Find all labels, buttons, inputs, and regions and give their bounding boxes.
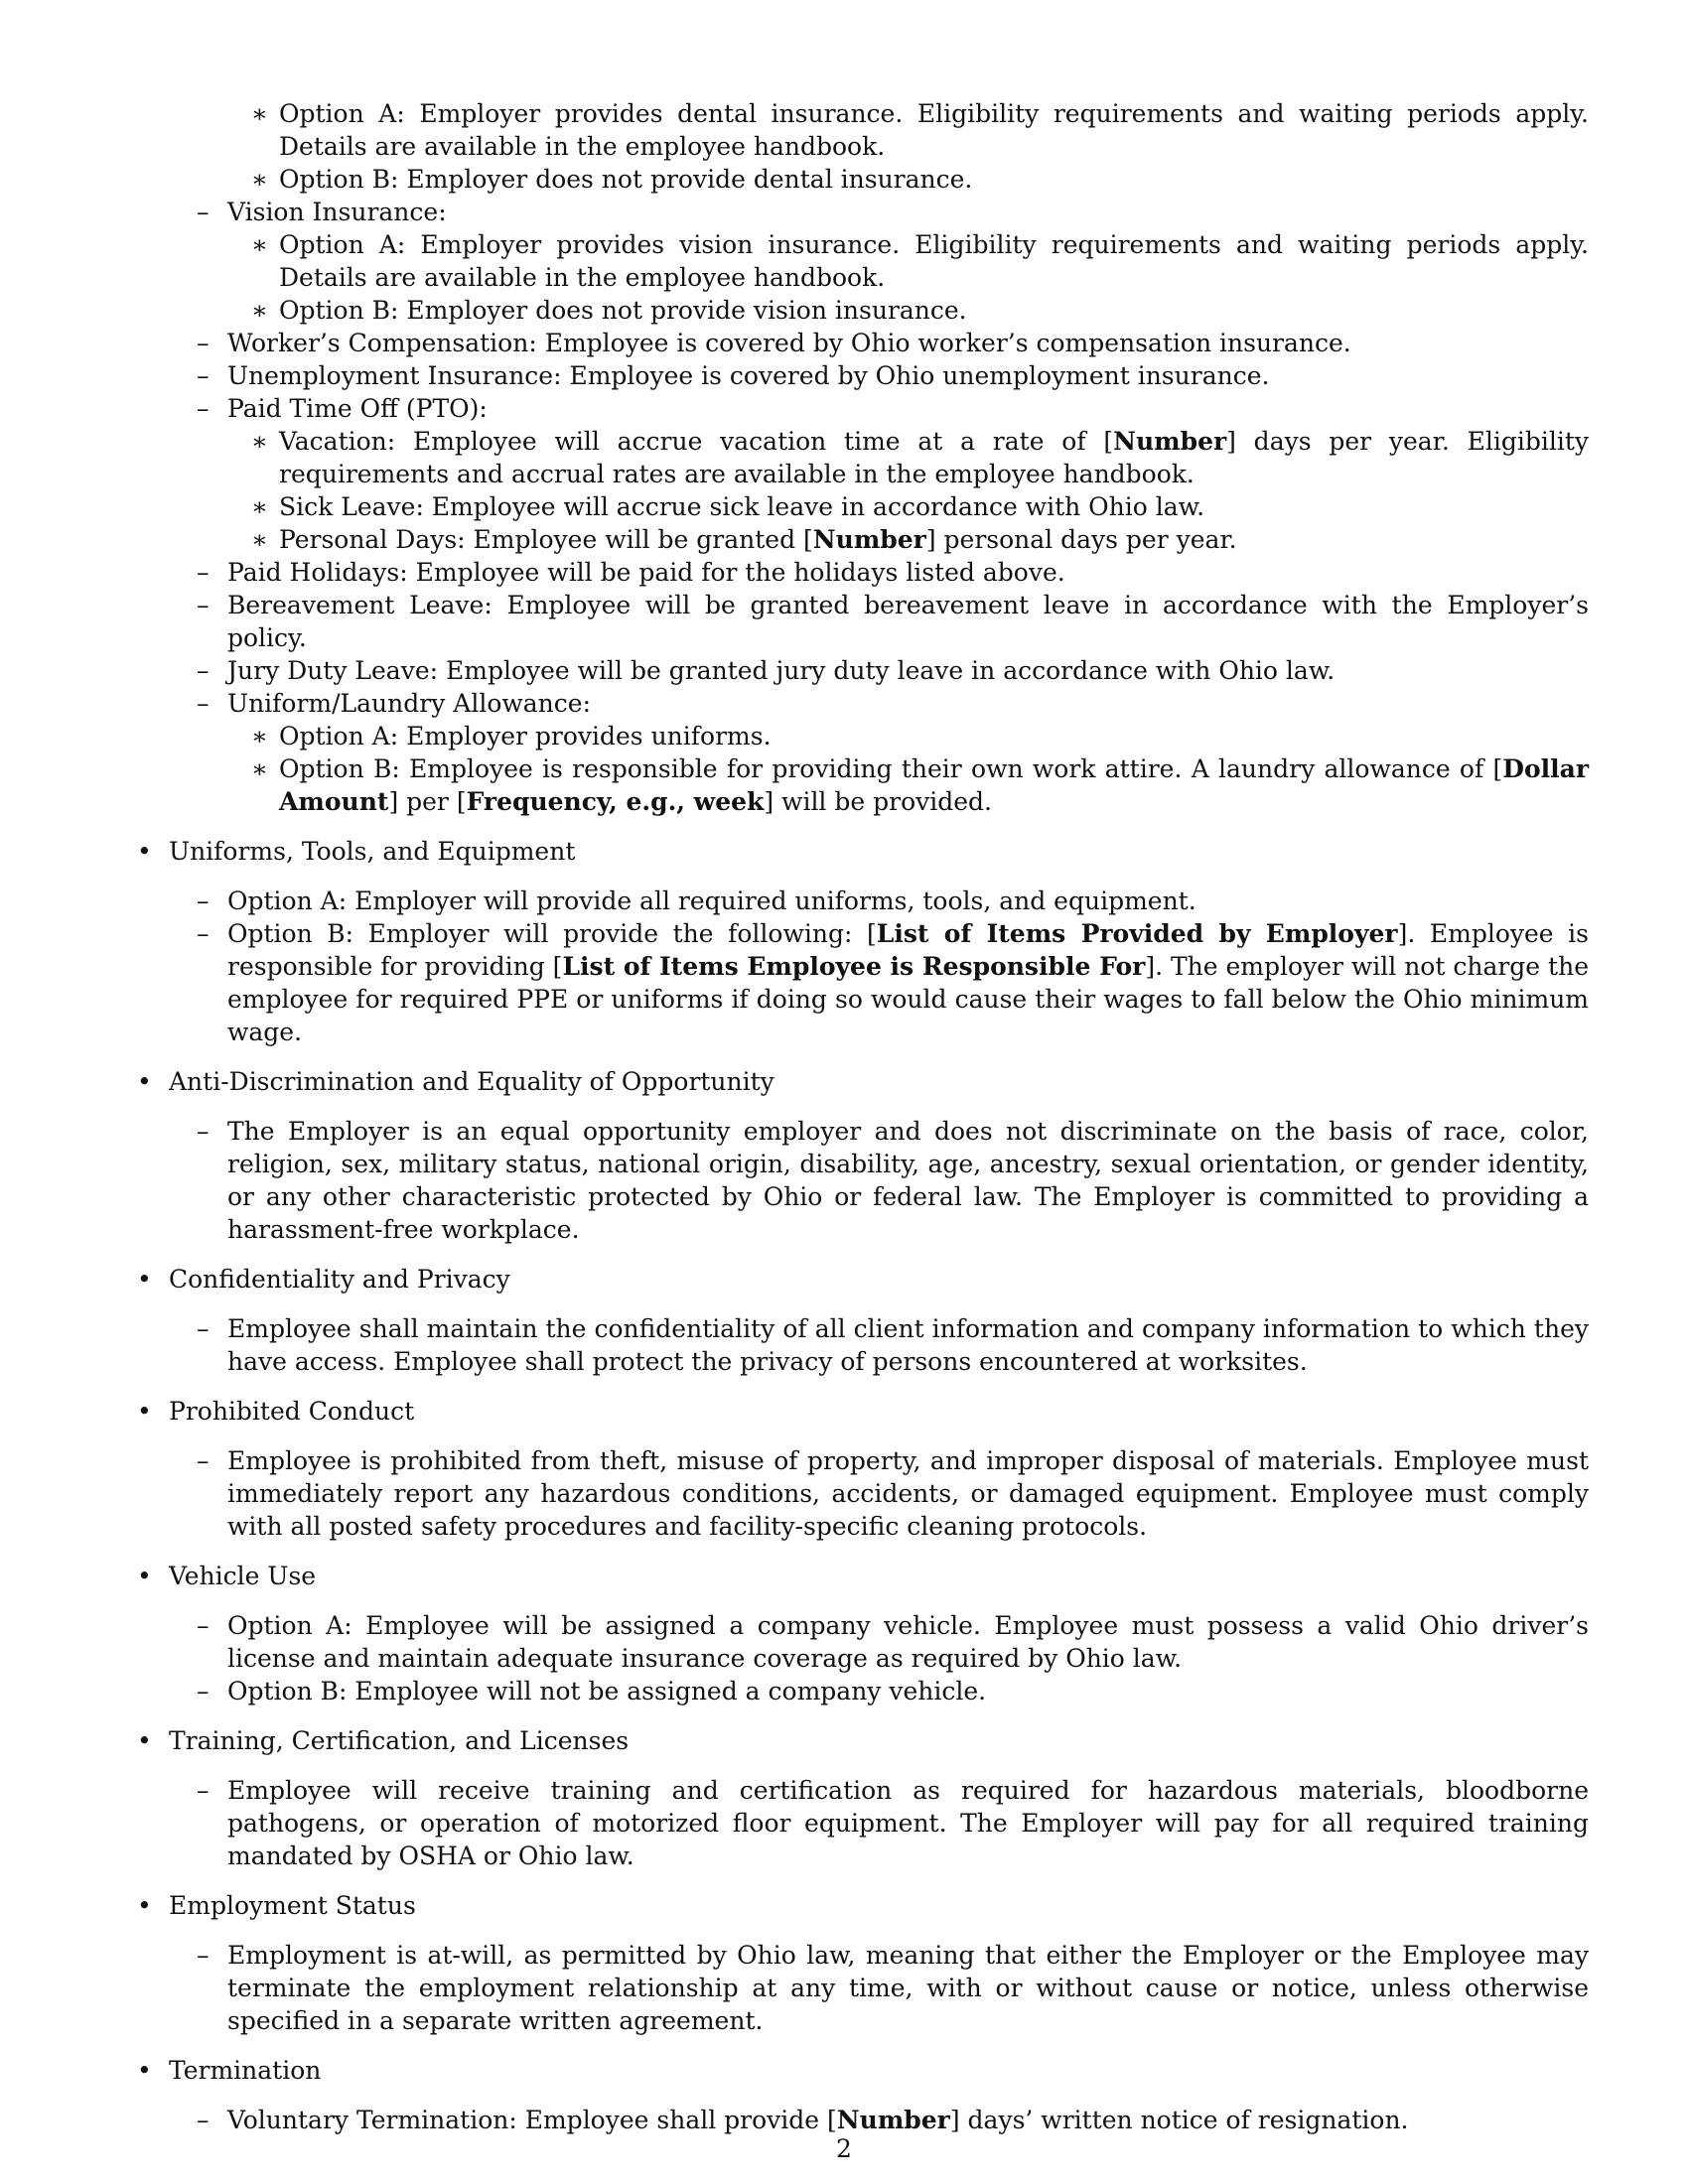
text-segment: Jury Duty Leave: Employee will be granted jury duty leave in accordance with Ohio law. xyxy=(227,656,1336,685)
dash-marker: – xyxy=(197,919,210,948)
dash-marker: – xyxy=(197,1776,210,1805)
text-segment: ] personal days per year. xyxy=(925,525,1237,554)
text-segment: Anti-Discrimination and Equality of Opportunity xyxy=(169,1067,774,1096)
bullet-marker: • xyxy=(137,1265,152,1294)
text-segment: Unemployment Insurance: Employee is covered by Ohio unemployment insurance. xyxy=(227,361,1270,390)
dental-option-a xyxy=(135,97,1589,163)
text-segment: The Employer is an equal opportunity employer and does not discriminate on the basis of race, color, religion, sex, military status, national origin, disability, age, ancestry, sexual orientation, or gender identity, or any other characteristic protected by Ohio or federal law. The Employer is committed to providing a harassment-free workplace. xyxy=(227,1117,1589,1244)
laundry-option-b xyxy=(135,752,1589,818)
section-employment-status xyxy=(135,1889,1589,1922)
bullet-marker: • xyxy=(137,1726,152,1755)
star-marker: ∗ xyxy=(251,296,268,325)
text-segment: Option A: Employer provides dental insurance. Eligibility requirements and waiting periods apply. Details are available in the employee handbook. xyxy=(279,99,1589,161)
dash-marker: – xyxy=(197,689,210,718)
contract-body xyxy=(135,97,1589,2136)
dash-marker: – xyxy=(197,1941,210,1970)
bullet-marker: • xyxy=(137,1397,152,1426)
placeholder-field: Dollar Amount xyxy=(279,754,1589,816)
star-marker: ∗ xyxy=(251,722,268,751)
section-vehicle-use xyxy=(135,1560,1589,1592)
text-segment: ] days per year. Eligibility requirements and accrual rates are available in the employee handbook. xyxy=(279,427,1590,488)
text-segment: Prohibited Conduct xyxy=(169,1397,415,1426)
star-marker: ∗ xyxy=(251,754,268,783)
paid-time-off xyxy=(135,392,1589,425)
bullet-marker: • xyxy=(137,1562,152,1590)
jury-duty-leave xyxy=(135,654,1589,687)
pto-personal-days xyxy=(135,523,1589,556)
dash-marker: – xyxy=(197,1677,210,1706)
pto-vacation xyxy=(135,425,1589,490)
text-segment: Option B: Employer will provide the following: [ xyxy=(227,919,877,948)
workers-compensation xyxy=(135,327,1589,359)
text-segment: Paid Time Off (PTO): xyxy=(227,394,488,423)
bullet-marker: • xyxy=(137,1067,152,1096)
dash-marker: – xyxy=(197,329,210,357)
star-marker: ∗ xyxy=(251,525,268,554)
placeholder-field: List of Items Employee is Responsible For xyxy=(562,952,1146,981)
dental-option-b xyxy=(135,163,1589,196)
text-segment: Vision Insurance: xyxy=(227,198,447,226)
text-segment: Worker’s Compensation: Employee is covered by Ohio worker’s compensation insurance. xyxy=(227,329,1351,357)
dash-marker: – xyxy=(197,2106,210,2134)
text-segment: Option A: Employer will provide all required uniforms, tools, and equipment. xyxy=(227,887,1196,915)
text-segment: Employment is at-will, as permitted by Ohio law, meaning that either the Employer or the Employee may terminate the employment relationship at any time, with or without cause or notice, unless otherwise specified in a separate written agreement. xyxy=(227,1941,1589,2035)
star-marker: ∗ xyxy=(251,492,268,521)
section-anti-discrimination xyxy=(135,1065,1589,1098)
bullet-marker: • xyxy=(137,2056,152,2085)
text-segment: Voluntary Termination: Employee shall provide [ xyxy=(227,2106,837,2134)
placeholder-field: Number xyxy=(1113,427,1227,456)
text-segment: Employment Status xyxy=(169,1891,416,1920)
text-segment: Option B: Employee will not be assigned a company vehicle. xyxy=(227,1677,987,1706)
text-segment: Vacation: Employee will accrue vacation time at a rate of [ xyxy=(279,427,1114,456)
text-segment: Uniform/Laundry Allowance: xyxy=(227,689,592,718)
text-segment: Vehicle Use xyxy=(169,1562,317,1590)
text-segment: Employee will receive training and certification as required for hazardous materials, bloodborne pathogens, or operation of motorized floor equipment. The Employer will pay for all required training mandated by OSHA or Ohio law. xyxy=(227,1776,1589,1870)
tools-option-a xyxy=(135,885,1589,917)
prohibited-conduct-statement xyxy=(135,1444,1589,1543)
vehicle-option-a xyxy=(135,1609,1589,1675)
text-segment: ] days’ written notice of resignation. xyxy=(949,2106,1409,2134)
bereavement-leave xyxy=(135,589,1589,654)
text-segment: Option A: Employer provides uniforms. xyxy=(279,722,772,751)
vehicle-option-b xyxy=(135,1675,1589,1707)
dash-marker: – xyxy=(197,1446,210,1475)
text-segment: Sick Leave: Employee will accrue sick leave in accordance with Ohio law. xyxy=(279,492,1205,521)
confidentiality-statement xyxy=(135,1312,1589,1378)
voluntary-termination xyxy=(135,2104,1589,2136)
section-uniforms-tools-equipment xyxy=(135,835,1589,868)
dash-marker: – xyxy=(197,198,210,226)
bullet-marker: • xyxy=(137,1891,152,1920)
text-segment: Termination xyxy=(169,2056,322,2085)
text-segment: Bereavement Leave: Employee will be granted bereavement leave in accordance with the Employer’s policy. xyxy=(227,591,1589,652)
equal-opportunity-statement xyxy=(135,1115,1589,1246)
dash-marker: – xyxy=(197,1314,210,1343)
laundry-option-a xyxy=(135,720,1589,752)
star-marker: ∗ xyxy=(251,230,268,259)
pto-sick-leave xyxy=(135,490,1589,523)
paid-holidays xyxy=(135,556,1589,589)
dash-marker: – xyxy=(197,591,210,619)
text-segment: Training, Certification, and Licenses xyxy=(169,1726,630,1755)
text-segment: Option B: Employer does not provide vision insurance. xyxy=(279,296,967,325)
star-marker: ∗ xyxy=(251,99,268,128)
text-segment: Option B: Employee is responsible for providing their own work attire. A laundry allowance of [ xyxy=(279,754,1503,783)
text-segment: Option B: Employer does not provide dental insurance. xyxy=(279,165,973,194)
text-segment: Employee is prohibited from theft, misuse of property, and improper disposal of materials. Employee must immediately report any hazardous conditions, accidents, or damaged equipment. Employee must comply with all posted safety procedures and facility-specific cleaning protocols. xyxy=(227,1446,1589,1541)
text-segment: Option A: Employee will be assigned a company vehicle. Employee must possess a valid Ohio driver’s license and maintain adequate insurance coverage as required by Ohio law. xyxy=(227,1611,1589,1673)
text-segment: Paid Holidays: Employee will be paid for the holidays listed above. xyxy=(227,558,1065,587)
text-segment: Confidentiality and Privacy xyxy=(169,1265,510,1294)
text-segment: Personal Days: Employee will be granted [ xyxy=(279,525,813,554)
vision-option-a xyxy=(135,228,1589,294)
text-segment: Uniforms, Tools, and Equipment xyxy=(169,837,576,866)
star-marker: ∗ xyxy=(251,427,268,456)
placeholder-field: Number xyxy=(836,2106,950,2134)
section-termination xyxy=(135,2054,1589,2087)
text-segment: ]. Employee is responsible for providing [ xyxy=(227,919,1589,981)
placeholder-field: Number xyxy=(812,525,926,554)
placeholder-field: List of Items Provided by Employer xyxy=(876,919,1398,948)
unemployment-insurance xyxy=(135,359,1589,392)
text-segment: Option A: Employer provides vision insurance. Eligibility requirements and waiting periods apply. Details are available in the employee handbook. xyxy=(279,230,1589,292)
training-statement xyxy=(135,1774,1589,1872)
placeholder-field: Frequency, e.g., week xyxy=(466,787,765,816)
uniform-laundry-allowance xyxy=(135,687,1589,720)
section-confidentiality-privacy xyxy=(135,1263,1589,1296)
dash-marker: – xyxy=(197,361,210,390)
text-segment: ] will be provided. xyxy=(764,787,992,816)
tools-option-b xyxy=(135,917,1589,1048)
vision-insurance xyxy=(135,196,1589,228)
section-training-certification xyxy=(135,1724,1589,1757)
dash-marker: – xyxy=(197,394,210,423)
page-number: 2 xyxy=(836,2134,852,2163)
bullet-marker: • xyxy=(137,837,152,866)
text-segment: ] per [ xyxy=(388,787,467,816)
dash-marker: – xyxy=(197,558,210,587)
dash-marker: – xyxy=(197,1117,210,1146)
dash-marker: – xyxy=(197,887,210,915)
dash-marker: – xyxy=(197,656,210,685)
text-segment: ]. The employer will not charge the employee for required PPE or uniforms if doing so would cause their wages to fall below the Ohio minimum wage. xyxy=(227,952,1589,1046)
vision-option-b xyxy=(135,294,1589,327)
section-prohibited-conduct xyxy=(135,1395,1589,1428)
at-will-statement xyxy=(135,1939,1589,2037)
text-segment: Employee shall maintain the confidentiality of all client information and company information to which they have access. Employee shall protect the privacy of persons encountered at worksites. xyxy=(227,1314,1589,1376)
dash-marker: – xyxy=(197,1611,210,1640)
star-marker: ∗ xyxy=(251,165,268,194)
